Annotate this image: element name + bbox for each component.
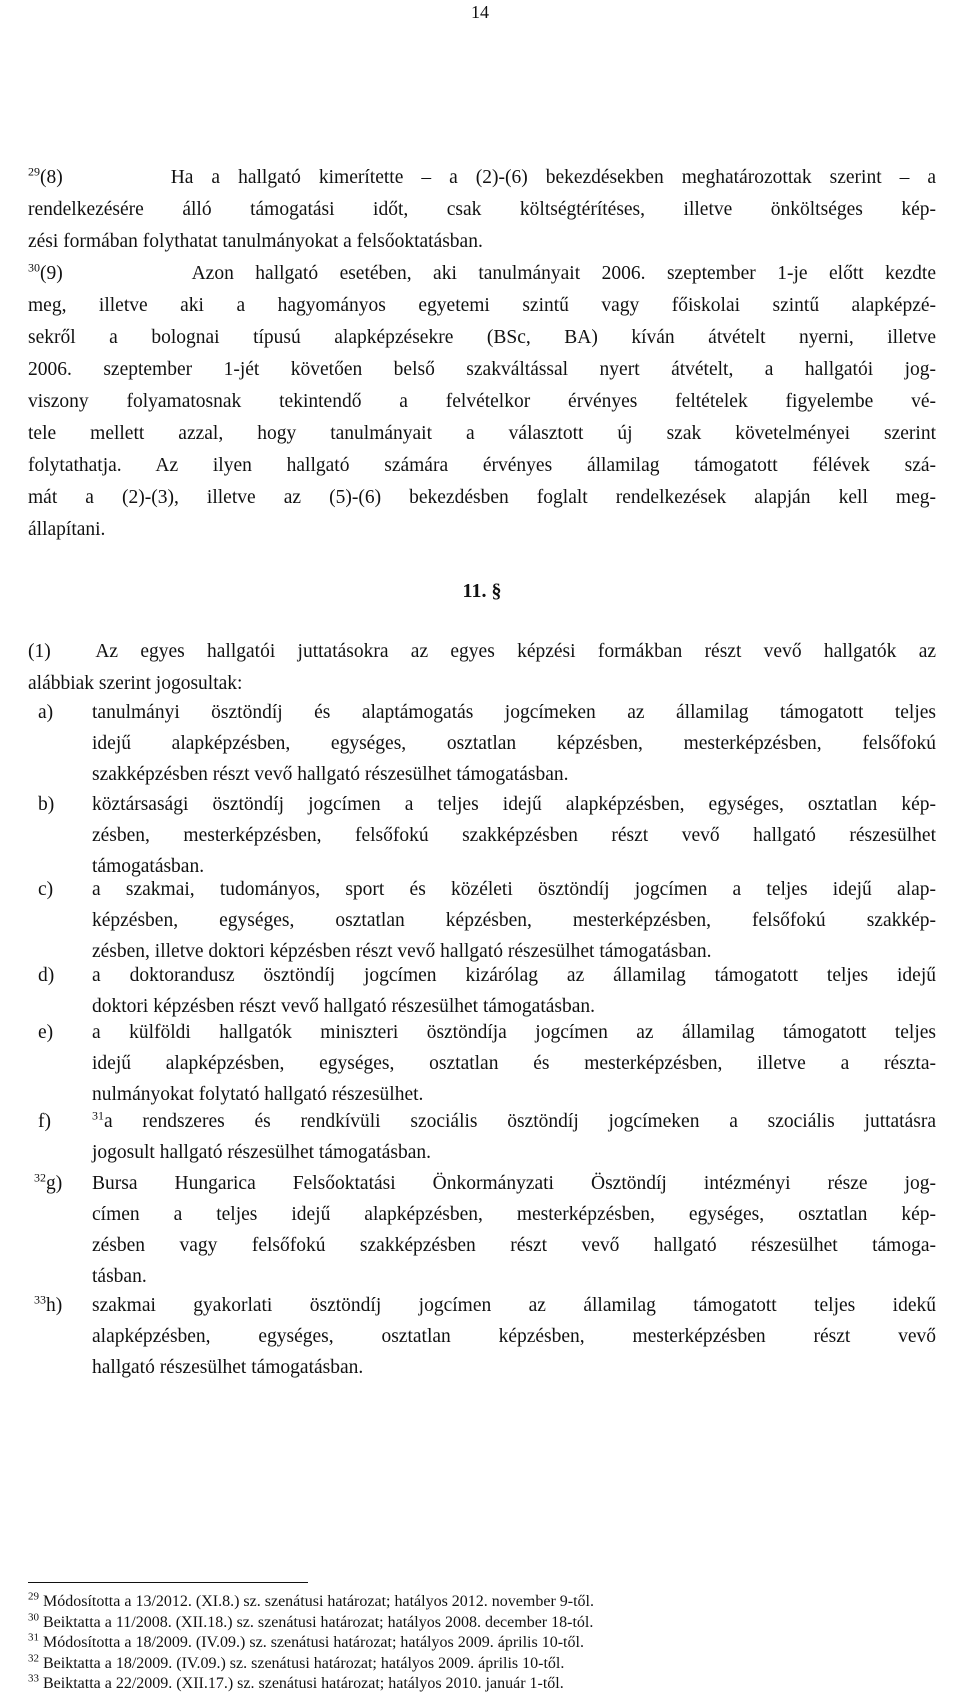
paragraph-label: (9) <box>40 263 63 284</box>
list-item-c <box>38 874 936 967</box>
paragraph-line: tele mellett azzal, hogy tanulmányait a választott új szak követelményei szerint <box>28 423 936 444</box>
footnote <box>28 1674 594 1695</box>
footnote <box>28 1633 594 1654</box>
list-item-text: a rendszeres és rendkívüli szociális ösztöndíj jogcímeken a szociális juttatásra <box>104 1111 936 1132</box>
list-item-line: zésben, illetve doktori képzésben részt vevő hallgató részesülhet támogatásban. <box>92 941 712 962</box>
list-item-label: d) <box>38 965 55 986</box>
list-item-label: f) <box>38 1111 51 1132</box>
list-item-line: idejű alapképzésben, egységes, osztatlan és mesterképzésben, illetve a részta- <box>92 1053 936 1074</box>
list-item-line: doktori képzésben részt vevő hallgató részesülhet támogatásban. <box>92 996 596 1017</box>
list-item-label <box>34 1168 62 1199</box>
footnote-text: Beiktatta a 18/2009. (IV.09.) sz. szenátusi határozat; hatályos 2009. április 10-től. <box>43 1654 565 1672</box>
list-item-line: tásban. <box>92 1266 147 1287</box>
paragraph-line: zési formában folythatat tanulmányokat a felsőoktatásban. <box>28 231 483 252</box>
paragraph-line: állapítani. <box>28 519 106 540</box>
section-heading: 11. § <box>462 580 502 602</box>
list-item-g <box>34 1168 936 1292</box>
list-item-line: képzésben, egységes, osztatlan képzésben, mesterképzésben, felsőfokú szakkép- <box>92 910 936 931</box>
list-item-line: zésben vagy felsőfokú szakképzésben részt vevő hallgató részesülhet támoga- <box>92 1235 936 1256</box>
list-item-label: e) <box>38 1022 54 1043</box>
list-item-label: a) <box>38 702 54 723</box>
footnote-number: 31 <box>28 1631 39 1644</box>
list-item-line: címen a teljes idejű alapképzésben, mesterképzésben, egységes, osztatlan kép- <box>92 1204 936 1225</box>
list-item-label <box>34 1290 62 1321</box>
paragraph-line: mát a (2)-(3), illetve az (5)-(6) bekezdésben foglalt rendelkezések alapján kell meg- <box>28 487 936 508</box>
paragraph-line: viszony folyamatosnak tekintendő a felvételkor érvényes feltételek figyelembe vé- <box>28 391 936 412</box>
footnote-number: 32 <box>28 1652 39 1665</box>
paragraph-1 <box>28 636 936 700</box>
list-item-line: Bursa Hungarica Felsőoktatási Önkormányzati Ösztöndíj intézményi része jog- <box>92 1173 936 1194</box>
paragraph-8 <box>28 162 936 258</box>
list-item-line: tanulmányi ösztöndíj és alaptámogatás jogcímeken az államilag támogatott teljes <box>92 702 936 723</box>
footnote <box>28 1613 594 1634</box>
list-item-line: hallgató részesülhet támogatásban. <box>92 1357 364 1378</box>
footnote-number: 33 <box>28 1672 39 1685</box>
list-item-b <box>38 789 936 882</box>
footnote-text: Beiktatta a 22/2009. (XII.17.) sz. szenátusi határozat; hatályos 2010. január 1-től. <box>43 1675 564 1692</box>
list-item-line: jogosult hallgató részesülhet támogatásban. <box>92 1142 431 1163</box>
list-item-line: köztársasági ösztöndíj jogcímen a teljes idejű alapképzésben, egységes, osztatlan kép- <box>92 794 936 815</box>
footnote-number: 29 <box>28 1590 39 1603</box>
paragraph-line: rendelkezésére álló támogatási időt, csak költségtérítéses, illetve önköltséges kép- <box>28 199 936 220</box>
footnote <box>28 1654 594 1675</box>
list-item-line: támogatásban. <box>92 856 205 877</box>
list-item-line: szakképzésben részt vevő hallgató részesülhet támogatásban. <box>92 764 569 785</box>
paragraph-label: (1) <box>28 641 51 662</box>
list-item-label: b) <box>38 794 55 815</box>
footnotes <box>28 1592 594 1695</box>
paragraph-label: (8) <box>40 167 63 188</box>
list-item-line: zésben, mesterképzésben, felsőfokú szakképzésben részt vevő hallgató részesülhet <box>92 825 936 846</box>
paragraph-line: alábbiak szerint jogosultak: <box>28 673 243 694</box>
list-item-d <box>38 960 936 1022</box>
footnote-ref: 31 <box>92 1108 104 1123</box>
footnote <box>28 1592 594 1613</box>
paragraph-line: sekről a bolognai típusú alapképzésekre (BSc, BA) kíván átvételt nyerni, illetve <box>28 327 936 348</box>
paragraph-text: Azon hallgató esetében, aki tanulmányait 2006. szeptember 1-je előtt kezdte <box>191 263 937 284</box>
paragraph-line <box>28 162 936 194</box>
paragraph-9 <box>28 258 936 546</box>
list-item-line <box>92 1106 936 1137</box>
footnote-ref: 33 <box>34 1292 46 1307</box>
footnote-divider <box>28 1582 308 1583</box>
list-item-line: a doktorandusz ösztöndíj jogcímen kizárólag az államilag támogatott teljes idejű <box>92 965 936 986</box>
footnote-text: Módosította a 13/2012. (XI.8.) sz. szenátusi határozat; hatályos 2012. november 9-től. <box>43 1593 594 1610</box>
footnote-text: Módosította a 18/2009. (IV.09.) sz. szenátusi határozat; hatályos 2009. április 10-től. <box>43 1634 584 1651</box>
list-item-line: idejű alapképzésben, egységes, osztatlan képzésben, mesterképzésben, felsőfokú <box>92 733 936 754</box>
list-item-line: alapképzésben, egységes, osztatlan képzésben, mesterképzésben részt vevő <box>92 1326 936 1347</box>
list-item-h <box>34 1290 936 1383</box>
paragraph-line <box>28 636 936 668</box>
page-number: 14 <box>471 2 489 22</box>
paragraph-text: Ha a hallgató kimerítette – a (2)-(6) bekezdésekben meghatározottak szerint – a <box>170 167 936 188</box>
list-item-a <box>38 697 936 790</box>
list-item-e <box>38 1017 936 1110</box>
paragraph-line: meg, illetve aki a hagyományos egyetemi szintű vagy főiskolai szintű alapképzé- <box>28 295 936 316</box>
paragraph-line <box>28 258 936 290</box>
footnote-text: Beiktatta a 11/2008. (XII.18.) sz. szenátusi határozat; hatályos 2008. december 18-tól. <box>43 1613 594 1631</box>
list-item-f <box>38 1106 936 1168</box>
footnote-ref: 32 <box>34 1170 46 1185</box>
footnote-number: 30 <box>28 1611 39 1624</box>
footnote-ref: 30 <box>28 260 40 275</box>
list-item-tag: h) <box>46 1295 63 1316</box>
list-item-label: c) <box>38 879 54 900</box>
list-item-line: szakmai gyakorlati ösztöndíj jogcímen az államilag támogatott teljes idekű <box>92 1295 936 1316</box>
footnote-ref: 29 <box>28 164 40 179</box>
paragraph-line: 2006. szeptember 1-jét követően belső szakváltással nyert átvételt, a hallgatói jog- <box>28 359 936 380</box>
paragraph-text: Az egyes hallgatói juttatásokra az egyes képzési formákban részt vevő hallgatók az <box>95 641 937 662</box>
list-item-line: a külföldi hallgatók miniszteri ösztöndíja jogcímen az államilag támogatott teljes <box>92 1022 936 1043</box>
list-item-line: a szakmai, tudományos, sport és közéleti ösztöndíj jogcímen a teljes idejű alap- <box>92 879 936 900</box>
paragraph-line: folytathatja. Az ilyen hallgató számára érvényes államilag támogatott félévek szá- <box>28 455 936 476</box>
list-item-line: nulmányokat folytató hallgató részesülhet. <box>92 1084 424 1105</box>
list-item-tag: g) <box>46 1173 63 1194</box>
